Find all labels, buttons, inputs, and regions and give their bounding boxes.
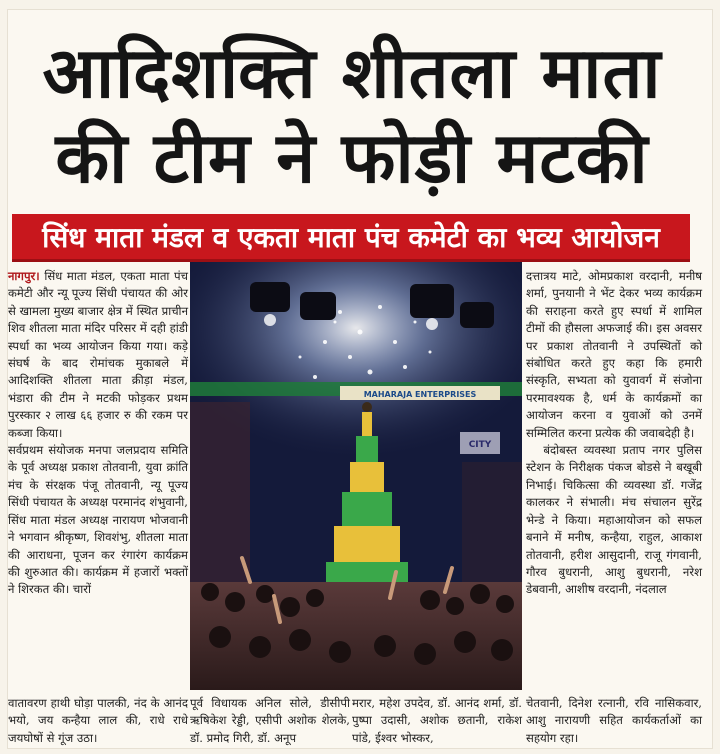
article-bottom-segment: मरार, महेश उपदेव, डॉ. आनंद शर्मा, डॉ. पुष्पा उदासी, अशोक छतानी, राकेश पांडे, ईश्वर भोस्कर,	[352, 696, 522, 745]
article-column-left	[8, 268, 188, 599]
dateline: नागपुर।	[8, 269, 40, 283]
article-paragraph: सर्वप्रथम संयोजक मनपा जलप्रदाय समिति के पूर्व अध्यक्ष प्रकाश तोतवानी, युवा क्रांति मंच के संरक्षक पंजू तोतवानी, न्यू पूज्य सिंधी पंचायत के अध्यक्ष परमानंद शंभुवानी, सिंध माता मंडल अध्यक्ष नारायण भोजवानी ने भगवान श्रीकृष्ण, शिवशंभु, शीतला माता की आराधना, पूजन कर रंगारंग कार्यक्रम की शुरुआत की। कार्यक्रम में हजारों भक्तों ने शिरकत की। चारों	[8, 443, 188, 597]
subheadline-banner: सिंध माता मंडल व एकता माता पंच कमेटी का भव्य आयोजन	[12, 214, 690, 262]
photo-banner-text: MAHARAJA ENTERPRISES	[363, 390, 477, 399]
paragraph-text: सिंध माता मंडल, एकता माता पंच कमेटी और न्यू पूज्य सिंधी पंचायत की ओर से खामला मुख्य बाजार क्षेत्र में स्थित प्राचीन शिव शीतला माता मंदिर परिसर में दही हांडी स्पर्धा का भव्य आयोजन किया गया। कड़े संघर्ष के बाद रोमांचक मुकाबले में आदिशक्ति शीतला माता क्रीड़ा मंडल, भंडारा की टीम ने मटकी फोड़कर प्रथम पुरस्कार २ लाख ६६ हजार रु की रकम पर कब्जा किया।	[8, 269, 188, 440]
headline-line-1: आदिशक्ति शीतला माता	[42, 32, 662, 114]
article-bottom-segment: चेतवानी, दिनेश रत्नानी, रवि नासिकवार, आशु नारायणी सहित कार्यकर्ताओं का सहयोग रहा।	[526, 696, 702, 745]
article-bottom-segment: पूर्व विधायक अनिल सोले, डीसीपी ऋषिकेश रेड्डी, एसीपी अशोक शेलके, डॉ. प्रमोद गिरी, डॉ. अनूप	[190, 696, 350, 745]
event-photo	[190, 262, 522, 690]
article-bottom-segment: वातावरण हाथी घोड़ा पालकी, नंद के आनंद भयो, जय कन्हैया लाल की, राधे राधे जयघोषों से गूंज उठा।	[8, 696, 188, 745]
photo-sign-text: CITY	[468, 440, 492, 450]
crowd-photo-illustration	[190, 262, 522, 690]
article-column-right	[526, 268, 702, 599]
article-paragraph: दत्तात्रय माटे, ओमप्रकाश वरदानी, मनीष शर्मा, पुनयानी ने भेंट देकर भव्य कार्यक्रम की सराहना करते हुए स्पर्धा में शामिल टीमों की हौसला अफजाई की। इस अवसर पर प्रकाश तोतवानी ने उपस्थितों को संबोधित करते हुए कहा कि हमारी संस्कृति, सभ्यता को युवावर्ग में संजोना परमावश्यक है, धर्म के कार्यक्रमों का आयोजन करना व युवाओं को उनमें सम्मिलित करना प्रत्येक की जवाबदेही है।	[526, 269, 702, 440]
article-paragraph: बंदोबस्त व्यवस्था प्रताप नगर पुलिस स्टेशन के निरीक्षक पंकज बोडसे ने बखूबी निभाई। चिकित्सा की व्यवस्था डॉ. गजेंद्र कालकर ने संभाली। मंच संचालन सुरेंद्र भेन्डे ने किया। महाआयोजन को सफल बनाने में मनीष, कन्हैया, राहुल, आकाश तोतवानी, हरीश आसुदानी, राजू गंगवानी, गौरव बुधरानी, आशु बुधरानी, नरेश डेबवानी, आशीष वरदानी, नंदलाल	[526, 443, 702, 597]
headline-line-2: की टीम ने फोड़ी मटकी	[55, 117, 649, 199]
article-paragraph	[8, 268, 188, 442]
